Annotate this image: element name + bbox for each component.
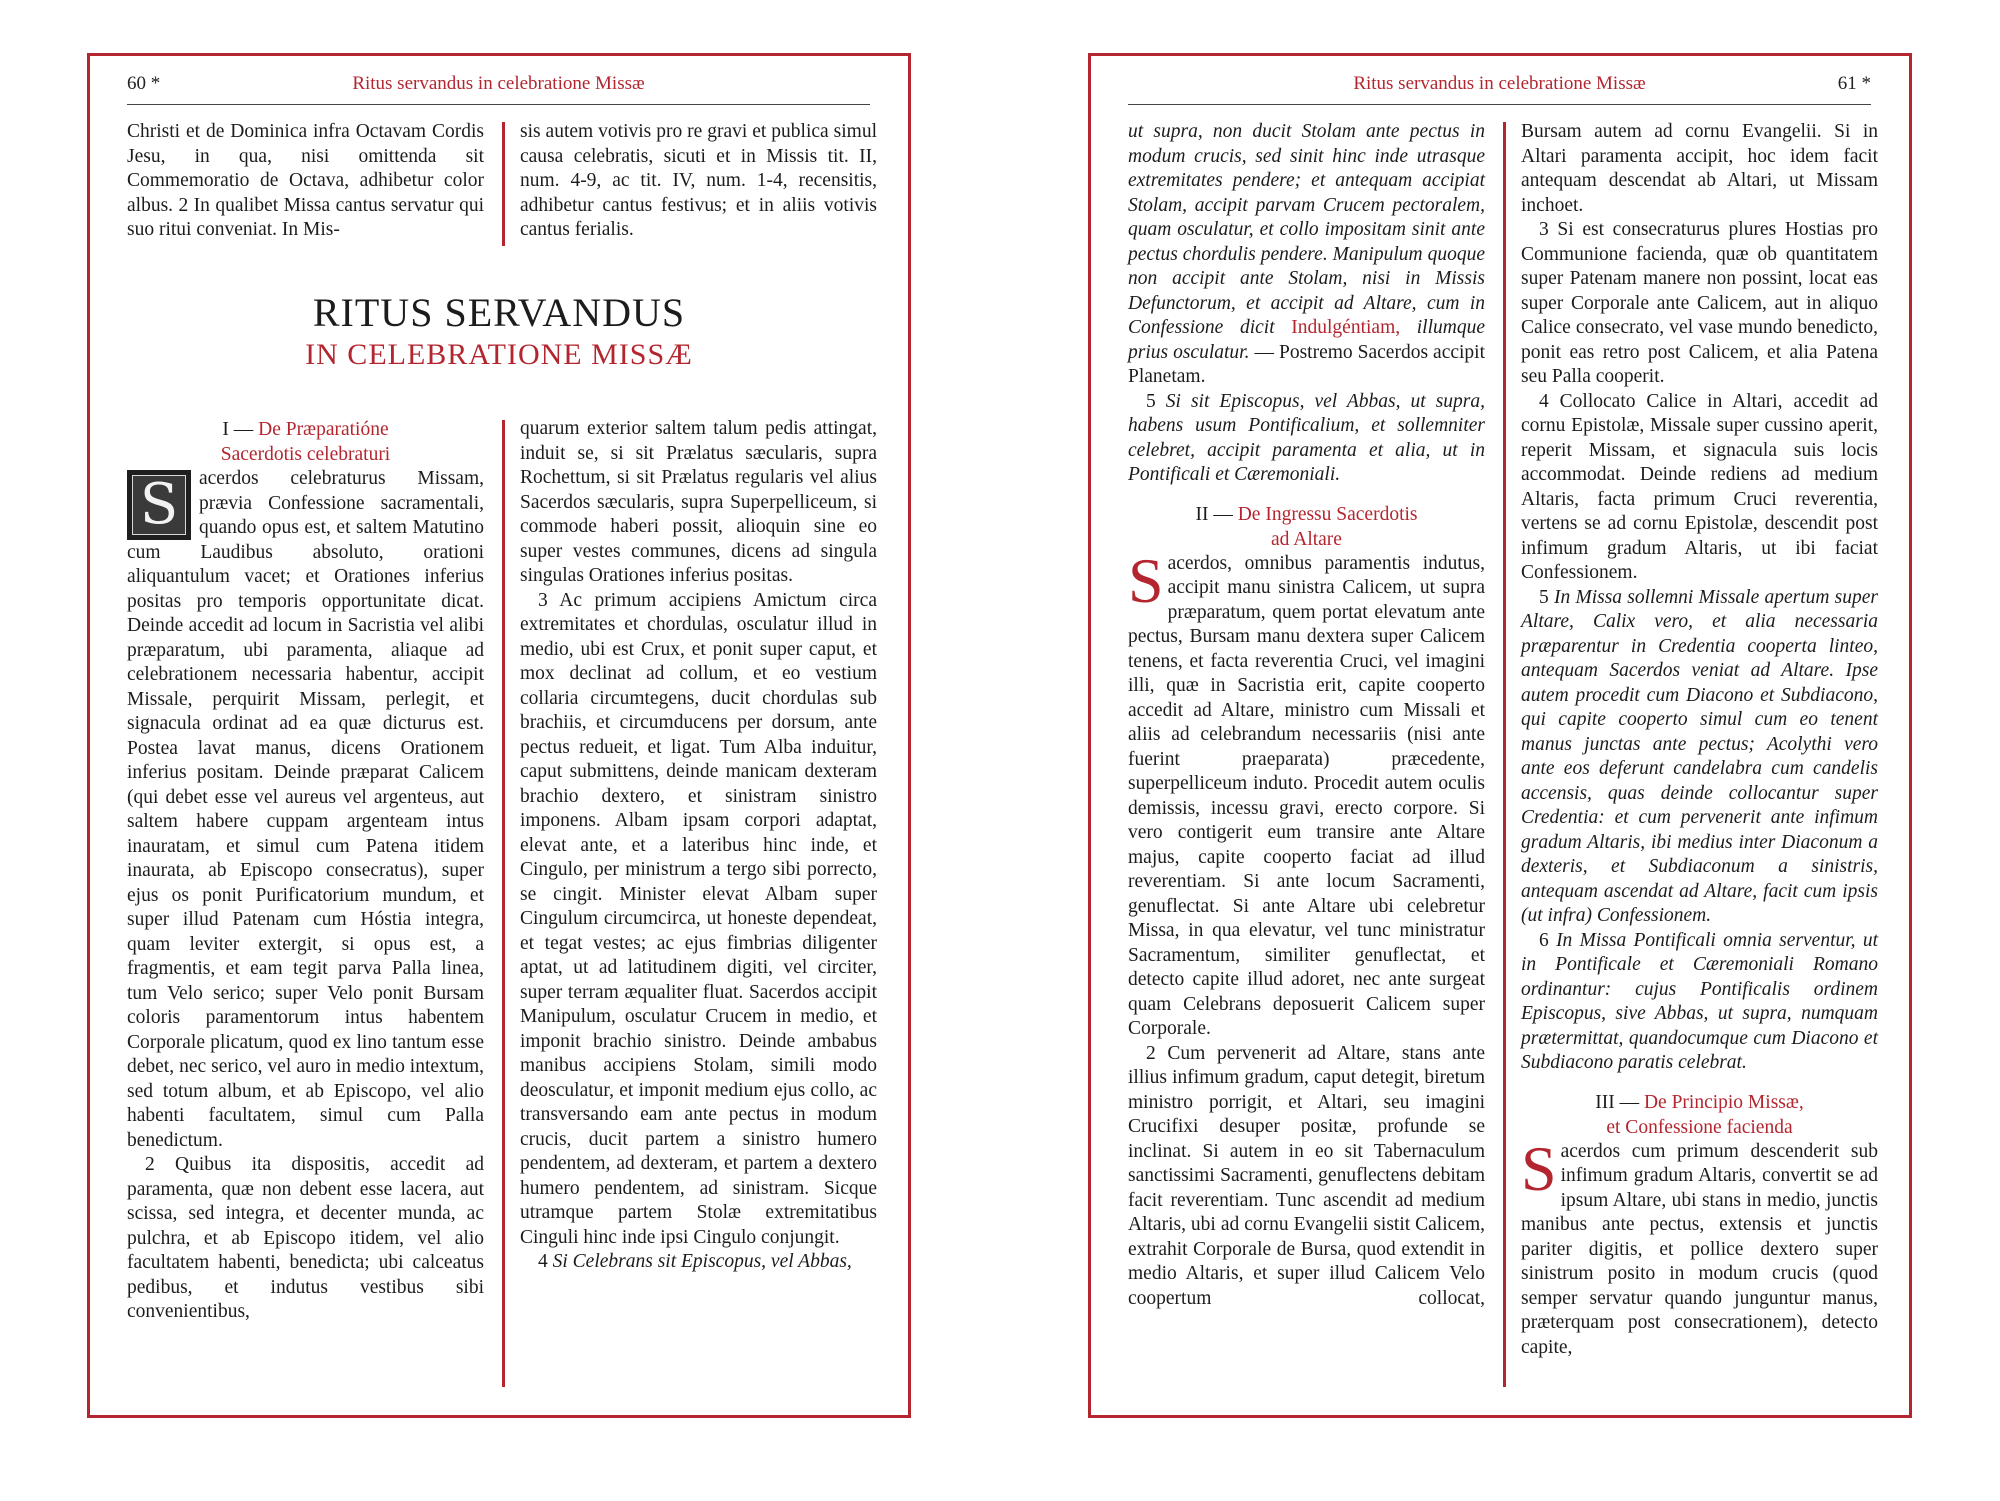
page-number: 61 * bbox=[1837, 73, 1871, 94]
paragraph: 5 Si sit Episcopus, vel Abbas, ut supra, habens usum Pontificalium, et sollemniter celebret, accipit paramenta et alia, ut in Pontificali et Cæremoniali. bbox=[1128, 390, 1486, 485]
paragraph: Sacerdos cum primum descenderit sub infimum gradum Altaris, convertit se ad ipsum Altare, ubi stans in medio, junctis manibus ante pectus, extensis et junctis pariter digitis, et pollice dextero super sinistrum posito in modum crucis (quod semper servatur quando junguntur manus, præterquam post consecrationem), detecto capite, bbox=[1521, 1132, 1878, 1358]
section-title-line2: ad Altare bbox=[1271, 528, 1342, 550]
paragraph: 6 In Missa Pontificali omnia serventur, ut in Pontificale et Cæremoniali Romano ordinantur: cujus Pontificalis ordinem Episcopus, sive Abbas, ut supra, numquam prætermittat, quandocumque cum Diacono et Subdiacono paratis celebrat. bbox=[1521, 929, 1879, 1073]
main-column-1 bbox=[127, 417, 484, 1325]
paragraph: 2 Quibus ita dispositis, accedit ad paramenta, quæ non debent esse lacera, aut scissa, sed integra, et decenter munda, ac pulchra, et ab Episcopo itidem, vel alio facultatem habenti, benedicta; ubi calceatus pedibus, et indutus vestibus sibi convenientibus, bbox=[127, 1154, 484, 1322]
section-number: III — bbox=[1595, 1091, 1640, 1113]
section-title-line2: Sacerdotis celebraturi bbox=[220, 444, 391, 465]
section-heading bbox=[1128, 502, 1485, 552]
section-title: De Ingressu Sacerdotis bbox=[1237, 503, 1418, 525]
paragraph: 4 Si Celebrans sit Episcopus, vel Abbas, bbox=[538, 1251, 852, 1272]
column-rule bbox=[502, 420, 505, 1387]
section-title: De Præparatióne bbox=[258, 419, 389, 440]
top-column-2 bbox=[520, 120, 877, 243]
main-column-2 bbox=[520, 417, 877, 1275]
paragraph: 2 Cum pervenerit ad Altare, stans ante illius infimum gradum, caput detegit, biretum ministro porrigit, et Altari, seu imagini Crucifixi desuper positæ, profunde se inclinat. Si autem in eo sit Tabernaculum sanctissimi Sacramenti, genuflectens debitam facit reverentiam. Tunc ascendit ad medium Altaris, ubi ad cornu Evangelii sistit Calicem, extrahit Corporale de Bursa, quod extendit in medio Altaris, et super illud Calicem Velo coopertum collocat, bbox=[1128, 1042, 1485, 1309]
column-rule bbox=[1503, 122, 1506, 1387]
initial-letter: S bbox=[139, 472, 179, 537]
section-heading bbox=[127, 417, 484, 467]
main-column-1 bbox=[1128, 120, 1485, 1311]
top-column-1 bbox=[127, 120, 484, 243]
paragraph: 3 Ac primum accipiens Amictum circa extremitates et chordulas, osculatur illud in medio, ubi est Crux, et ponit super caput, et mox declinat ad collum, et eo vestium collaria circumtegens, ducit chordulas sub brachiis, et circumducens per dorsum, ante pectus redueit, et ligat. Tum Alba induitur, caput submittens, deinde manicam dexteram brachio dextero, et sinistram sinistro imponens. Albam ipsam corpori adaptat, elevat ante, et a lateribus hinc inde, et Cingulo, per ministrum a tergo sibi porrecto, se cingit. Minister elevat Albam super Cingulum circumcirca, ut honeste dependeat, et tegat vestes; ac ejus fimbrias diligenter aptat, ut ad latitudinem digiti, vel circiter, super terram æqualiter fluat. Sacerdos accipit Manipulum, osculatur Crucem in medio, et imponit brachio sinistro. Deinde ambabus manibus accipiens Stolam, simili modo deosculatur, et imponit medium ejus collo, ac transversando eam ante pectus in modum crucis, ducit partem a sinistro humero pendentem, ad dexteram, et partem a dextero humero pendentem, ad sinistram. Sicque utramque partem Stolæ extremitatibus Cinguli hinc inde ipsi Cingulo conjungit. bbox=[520, 589, 877, 1248]
ornamental-initial bbox=[127, 470, 191, 540]
paragraph: S acerdos celebraturus Missam, prævia Confessione sacramentali, quando opus est, et saltem Matutino cum Laudibus absoluto, orationi aliquantulum vacet; et Orationes inferius positas pro temporis opportunitate dicat. Deinde accedit ad locum in Sacristia vel alibi præparatum, ubi paramenta, aliaque ad celebrationem necessaria habentur, accipit Missale, perquirit Missam, perlegit, et signacula ordinat ad ea quæ dicturus est. Postea lavat manus, dicens Orationem inferius positam. Deinde præparat Calicem (qui debet esse vel aureus vel argenteus, aut saltem habere cuppam argenteam intus inauratam, et simul cum Patena itidem inaurata, ab Episcopo consecratus), super ejus os ponit Purificatorium mundum, et super illud Patenam cum Hóstia integra, quam leviter extergit, si opus est, a fragmentis, et eam tegit parva Palla linea, tum Velo serico; super Velo ponit Bursam coloris paramentorum intus habentem Corporale plicatum, quod ex lino tantum esse debet, nec serico, vel auro in medio intextum, sed totum album, et ab Episcopo, vel alio habenti facultatem, simul cum Palla benedictum. bbox=[127, 468, 484, 1151]
running-head bbox=[127, 68, 870, 105]
running-title: Ritus servandus in celebratione Missæ bbox=[1353, 73, 1646, 94]
paragraph: Sacerdos, omnibus paramentis indutus, accipit manu sinistra Calicem, ut supra præparatum, quem portat elevatum ante pectus, Bursam manu dextera super Calicem tenens, et facta reverentia Cruci, vel imagini illi, quæ in Sacristia erit, capite cooperto accedit ad Altare, ministro cum Missali et aliis ad celebrandum necessariis (nisi ante fuerint praeparata) præcedente, superpelliceum induto. Procedit autem oculis demissis, incessu gravi, erecto corpore. Si vero contigerit eum transire ante Altare majus, capite cooperto faciat ad illud reverentiam. Si ante locum Sacramenti, genuflectat. Si ante Altare ubi celebretur Missa, in qua elevatur, vel tunc ministratur Sacramentum, similiter genuflectat, et detecto capite illud adoret, nec ante surgeat quam Celebrans deposuerit Calicem super Corporale. bbox=[1128, 544, 1485, 1039]
main-title-line2: IN CELEBRATIONE MISSÆ bbox=[305, 338, 693, 371]
drop-initial: S bbox=[1128, 544, 1164, 616]
section-title-line2: et Confessione facienda bbox=[1606, 1116, 1793, 1138]
paragraph: quarum exterior saltem talum pedis attingat, induit se, si sit Prælatus sæcularis, supra Rochettum, si sit Prælatus regularis vel alius Sacerdos sæcularis, supra Superpelliceum, si commode haberi possit, alioquin sine eo super vestes communes, dicens ad singula singulas Orationes inferius positas. bbox=[520, 418, 877, 586]
main-title-line1: RITUS SERVANDUS bbox=[312, 290, 686, 335]
drop-initial: S bbox=[1521, 1132, 1557, 1204]
column-rule bbox=[502, 122, 505, 246]
right-page bbox=[1088, 53, 1912, 1418]
running-title: Ritus servandus in celebratione Missæ bbox=[352, 73, 645, 94]
paragraph: 3 Si est consecraturus plures Hostias pro Communione facienda, quæ ob quantitatem super Patenam manere non possint, locat eas super Corporale ante Calicem, aut in aliquo Calice consecrato, vel vase mundo benedicto, ponit eas retro post Calicem, et alia Patena seu Palla cooperit. bbox=[1521, 219, 1878, 387]
left-page bbox=[87, 53, 911, 1418]
paragraph: 5 In Missa sollemni Missale apertum super Altare, Calix vero, et alia necessaria præparentur in Credentia cooperta linteo, antequam Sacerdos veniat ad Altare. Ipse autem procedit cum Diacono et Subdiacono, qui capite cooperto simul cum eo tenent manus junctas ante pectus; Acolythi vero ante eos deferunt candelabra cum candelis accensis, quas deinde collocantur super Credentia: et cum pervenerit ante infimum gradum Altaris, ibi medius inter Diaconum a dexteris, et Subdiaconum a sinistris, antequam ascendat ad Altare, facit cum ipsis (ut infra) Confessionem. bbox=[1521, 586, 1879, 926]
paragraph: ut supra, non ducit Stolam ante pectus in modum crucis, sed sinit hinc inde utrasque extremitates pendere; et antequam accipiat Stolam, accipit parvam Crucem pectoralem, quam osculatur, et collo impositam sinit ante pectus chordulis pendere. Manipulum quoque non accipit ante Stolam, nisi in Missis Defunctorum, et accipit ad Altare, cum in Confessione dicit Indulgéntiam, illumque prius osculatur. — Postremo Sacerdos accipit Planetam. bbox=[1128, 121, 1486, 387]
paragraph: 4 Collocato Calice in Altari, accedit ad cornu Epistolæ, Missale super cussino aperit, reperit Missam, et signacula suis locis accommodat. Deinde rediens ad medium Altaris, facta primum Cruci reverentia, vertens se ad cornu Epistolæ, descendit post infimum gradum Altaris, ut ibi faciat Confessionem. bbox=[1521, 390, 1878, 583]
paragraph: Christi et de Dominica infra Octavam Cordis Jesu, in qua, nisi omittenda sit Commemoratio de Octava, adhibetur color albus. 2 In qualibet Missa cantus servatur qui suo ritui conveniat. In Mis- bbox=[127, 121, 484, 240]
section-number: II — bbox=[1195, 503, 1233, 525]
section-heading bbox=[1521, 1090, 1878, 1140]
main-column-2 bbox=[1521, 120, 1878, 1360]
running-head bbox=[1128, 68, 1871, 105]
section-number: I — bbox=[222, 419, 254, 440]
main-title bbox=[90, 289, 908, 372]
section-title: De Principio Missæ, bbox=[1643, 1091, 1804, 1113]
paragraph: sis autem votivis pro re gravi et publica simul causa celebratis, sicuti et in Missis tit. II, num. 4-9, ac tit. IV, num. 1-4, recensitis, adhibetur cantus festivus; et in aliis votivis cantus ferialis. bbox=[520, 121, 877, 240]
page-number: 60 * bbox=[127, 73, 161, 94]
paragraph: Bursam autem ad cornu Evangelii. Si in Altari paramenta accipit, hoc idem facit antequam descendat ab Altari, ut Missam inchoet. bbox=[1521, 121, 1878, 216]
